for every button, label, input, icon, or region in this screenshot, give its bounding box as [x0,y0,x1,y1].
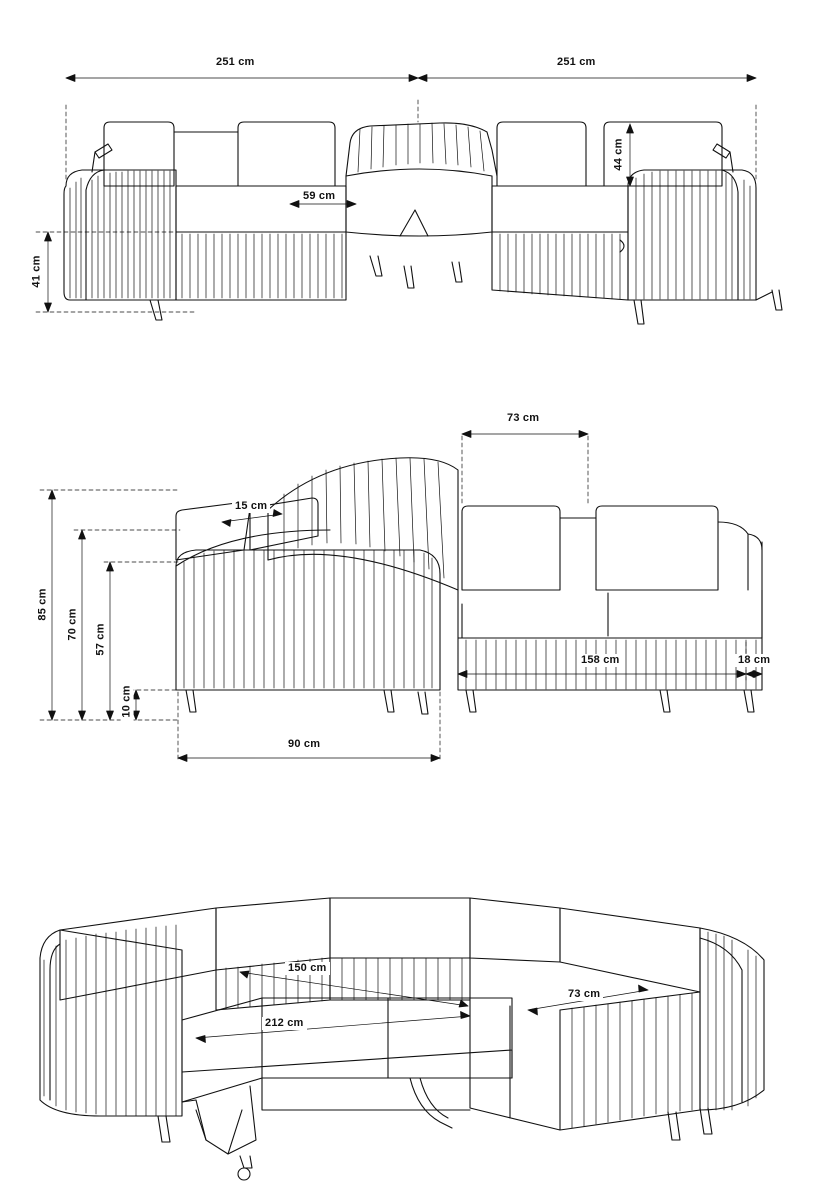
dim-leg-height: 10 cm [121,682,134,720]
dim-bed-seat-depth: 73 cm [565,988,603,1001]
dim-bed-width: 150 cm [285,962,330,975]
dim-armrest-top-width: 73 cm [504,412,542,425]
dim-seat-depth-front: 59 cm [300,190,338,203]
dim-front-right-width: 251 cm [554,56,599,69]
dim-bed-length: 212 cm [262,1017,307,1030]
dim-arm-height: 57 cm [95,620,108,658]
dim-total-height: 85 cm [37,585,50,623]
dim-backrest-height: 44 cm [613,135,626,173]
dim-side-depth: 90 cm [285,738,323,751]
bed-view [0,810,825,1200]
dim-back-height: 70 cm [67,605,80,643]
dim-armrest-width: 18 cm [735,654,773,667]
dim-module-length: 158 cm [578,654,623,667]
dim-cushion-thickness: 15 cm [232,500,270,513]
dim-seat-height-front: 41 cm [31,252,44,290]
dim-front-left-width: 251 cm [213,56,258,69]
side-view [0,390,825,810]
front-view [0,0,825,390]
